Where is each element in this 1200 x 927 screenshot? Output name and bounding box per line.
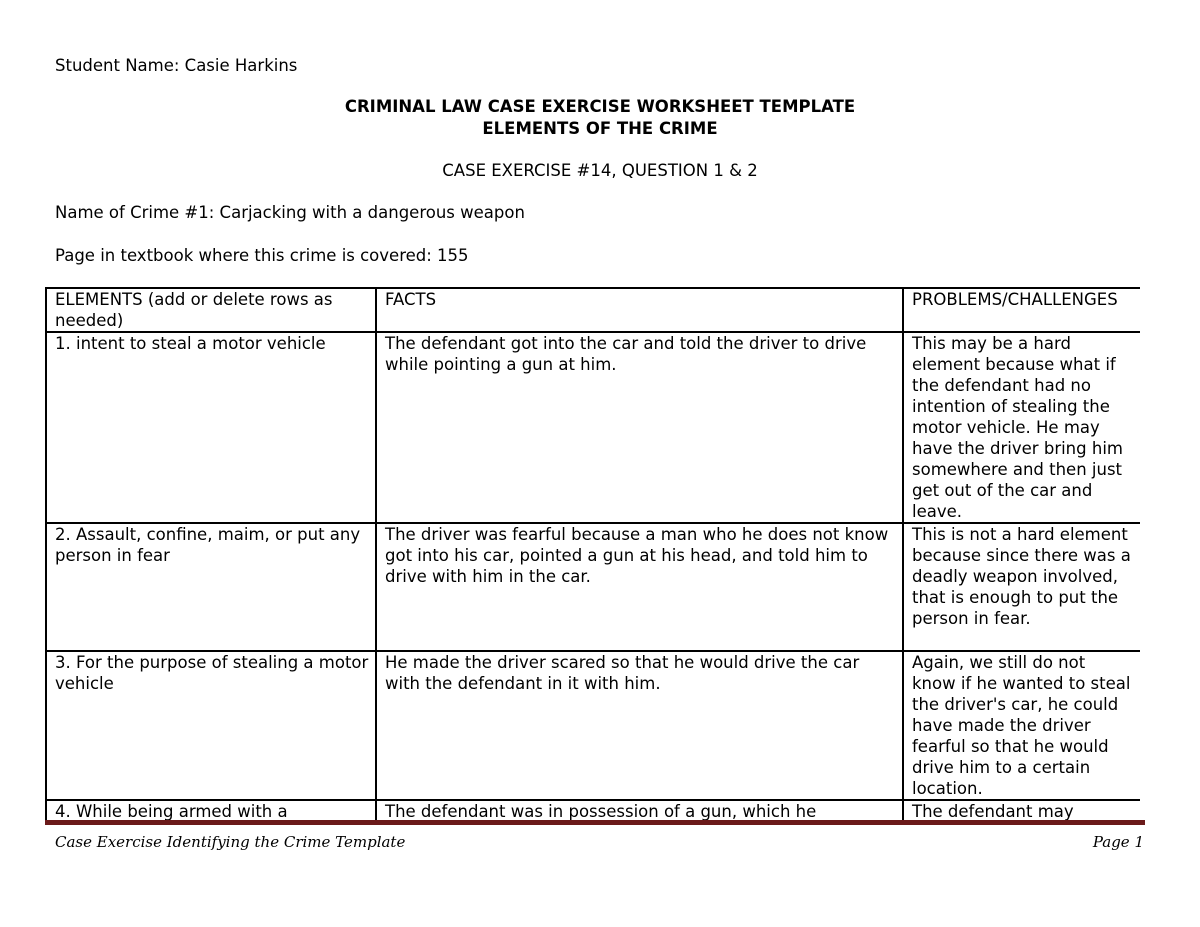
element-cell: 1. intent to steal a motor vehicle <box>46 332 376 523</box>
header-elements: ELEMENTS (add or delete rows as needed) <box>46 288 376 332</box>
table-row <box>46 332 1140 523</box>
header-problems: PROBLEMS/CHALLENGES <box>903 288 1140 332</box>
element-cell: 3. For the purpose of stealing a motor vehicle <box>46 651 376 800</box>
facts-cell: The defendant was in possession of a gun, which he <box>376 800 903 820</box>
footer-title: Case Exercise Identifying the Crime Template <box>55 833 406 851</box>
table-row <box>46 800 1140 820</box>
table-header-row <box>46 288 1140 332</box>
case-exercise-label: CASE EXERCISE #14, QUESTION 1 & 2 <box>442 161 758 180</box>
crime-name: Name of Crime #1: Carjacking with a dangerous weapon <box>55 203 525 222</box>
footer-rule <box>45 820 1145 825</box>
student-name: Student Name: Casie Harkins <box>55 56 298 75</box>
textbook-page: Page in textbook where this crime is covered: 155 <box>55 246 469 265</box>
elements-table <box>45 287 1140 820</box>
header-facts: FACTS <box>376 288 903 332</box>
element-cell: 4. While being armed with a <box>46 800 376 820</box>
facts-cell: He made the driver scared so that he would drive the car with the defendant in it with him. <box>376 651 903 800</box>
worksheet-subtitle: ELEMENTS OF THE CRIME <box>482 119 718 138</box>
page-number: Page 1 <box>1092 833 1144 851</box>
problems-cell: Again, we still do not know if he wanted to steal the driver's car, he could have made the driver fearful so that he would drive him to a certain location. <box>903 651 1140 800</box>
problems-cell: The defendant may <box>903 800 1140 820</box>
elements-table-container <box>45 287 1140 820</box>
facts-cell: The driver was fearful because a man who he does not know got into his car, pointed a gun at his head, and told him to drive with him in the car. <box>376 523 903 651</box>
element-cell: 2. Assault, confine, maim, or put any person in fear <box>46 523 376 651</box>
worksheet-title: CRIMINAL LAW CASE EXERCISE WORKSHEET TEMPLATE <box>344 97 856 116</box>
facts-cell: The defendant got into the car and told the driver to drive while pointing a gun at him. <box>376 332 903 523</box>
table-row <box>46 651 1140 800</box>
problems-cell: This is not a hard element because since there was a deadly weapon involved, that is enough to put the person in fear. <box>903 523 1140 651</box>
problems-cell: This may be a hard element because what if the defendant had no intention of stealing the motor vehicle. He may have the driver bring him somewhere and then just get out of the car and leave. <box>903 332 1140 523</box>
table-row <box>46 523 1140 651</box>
